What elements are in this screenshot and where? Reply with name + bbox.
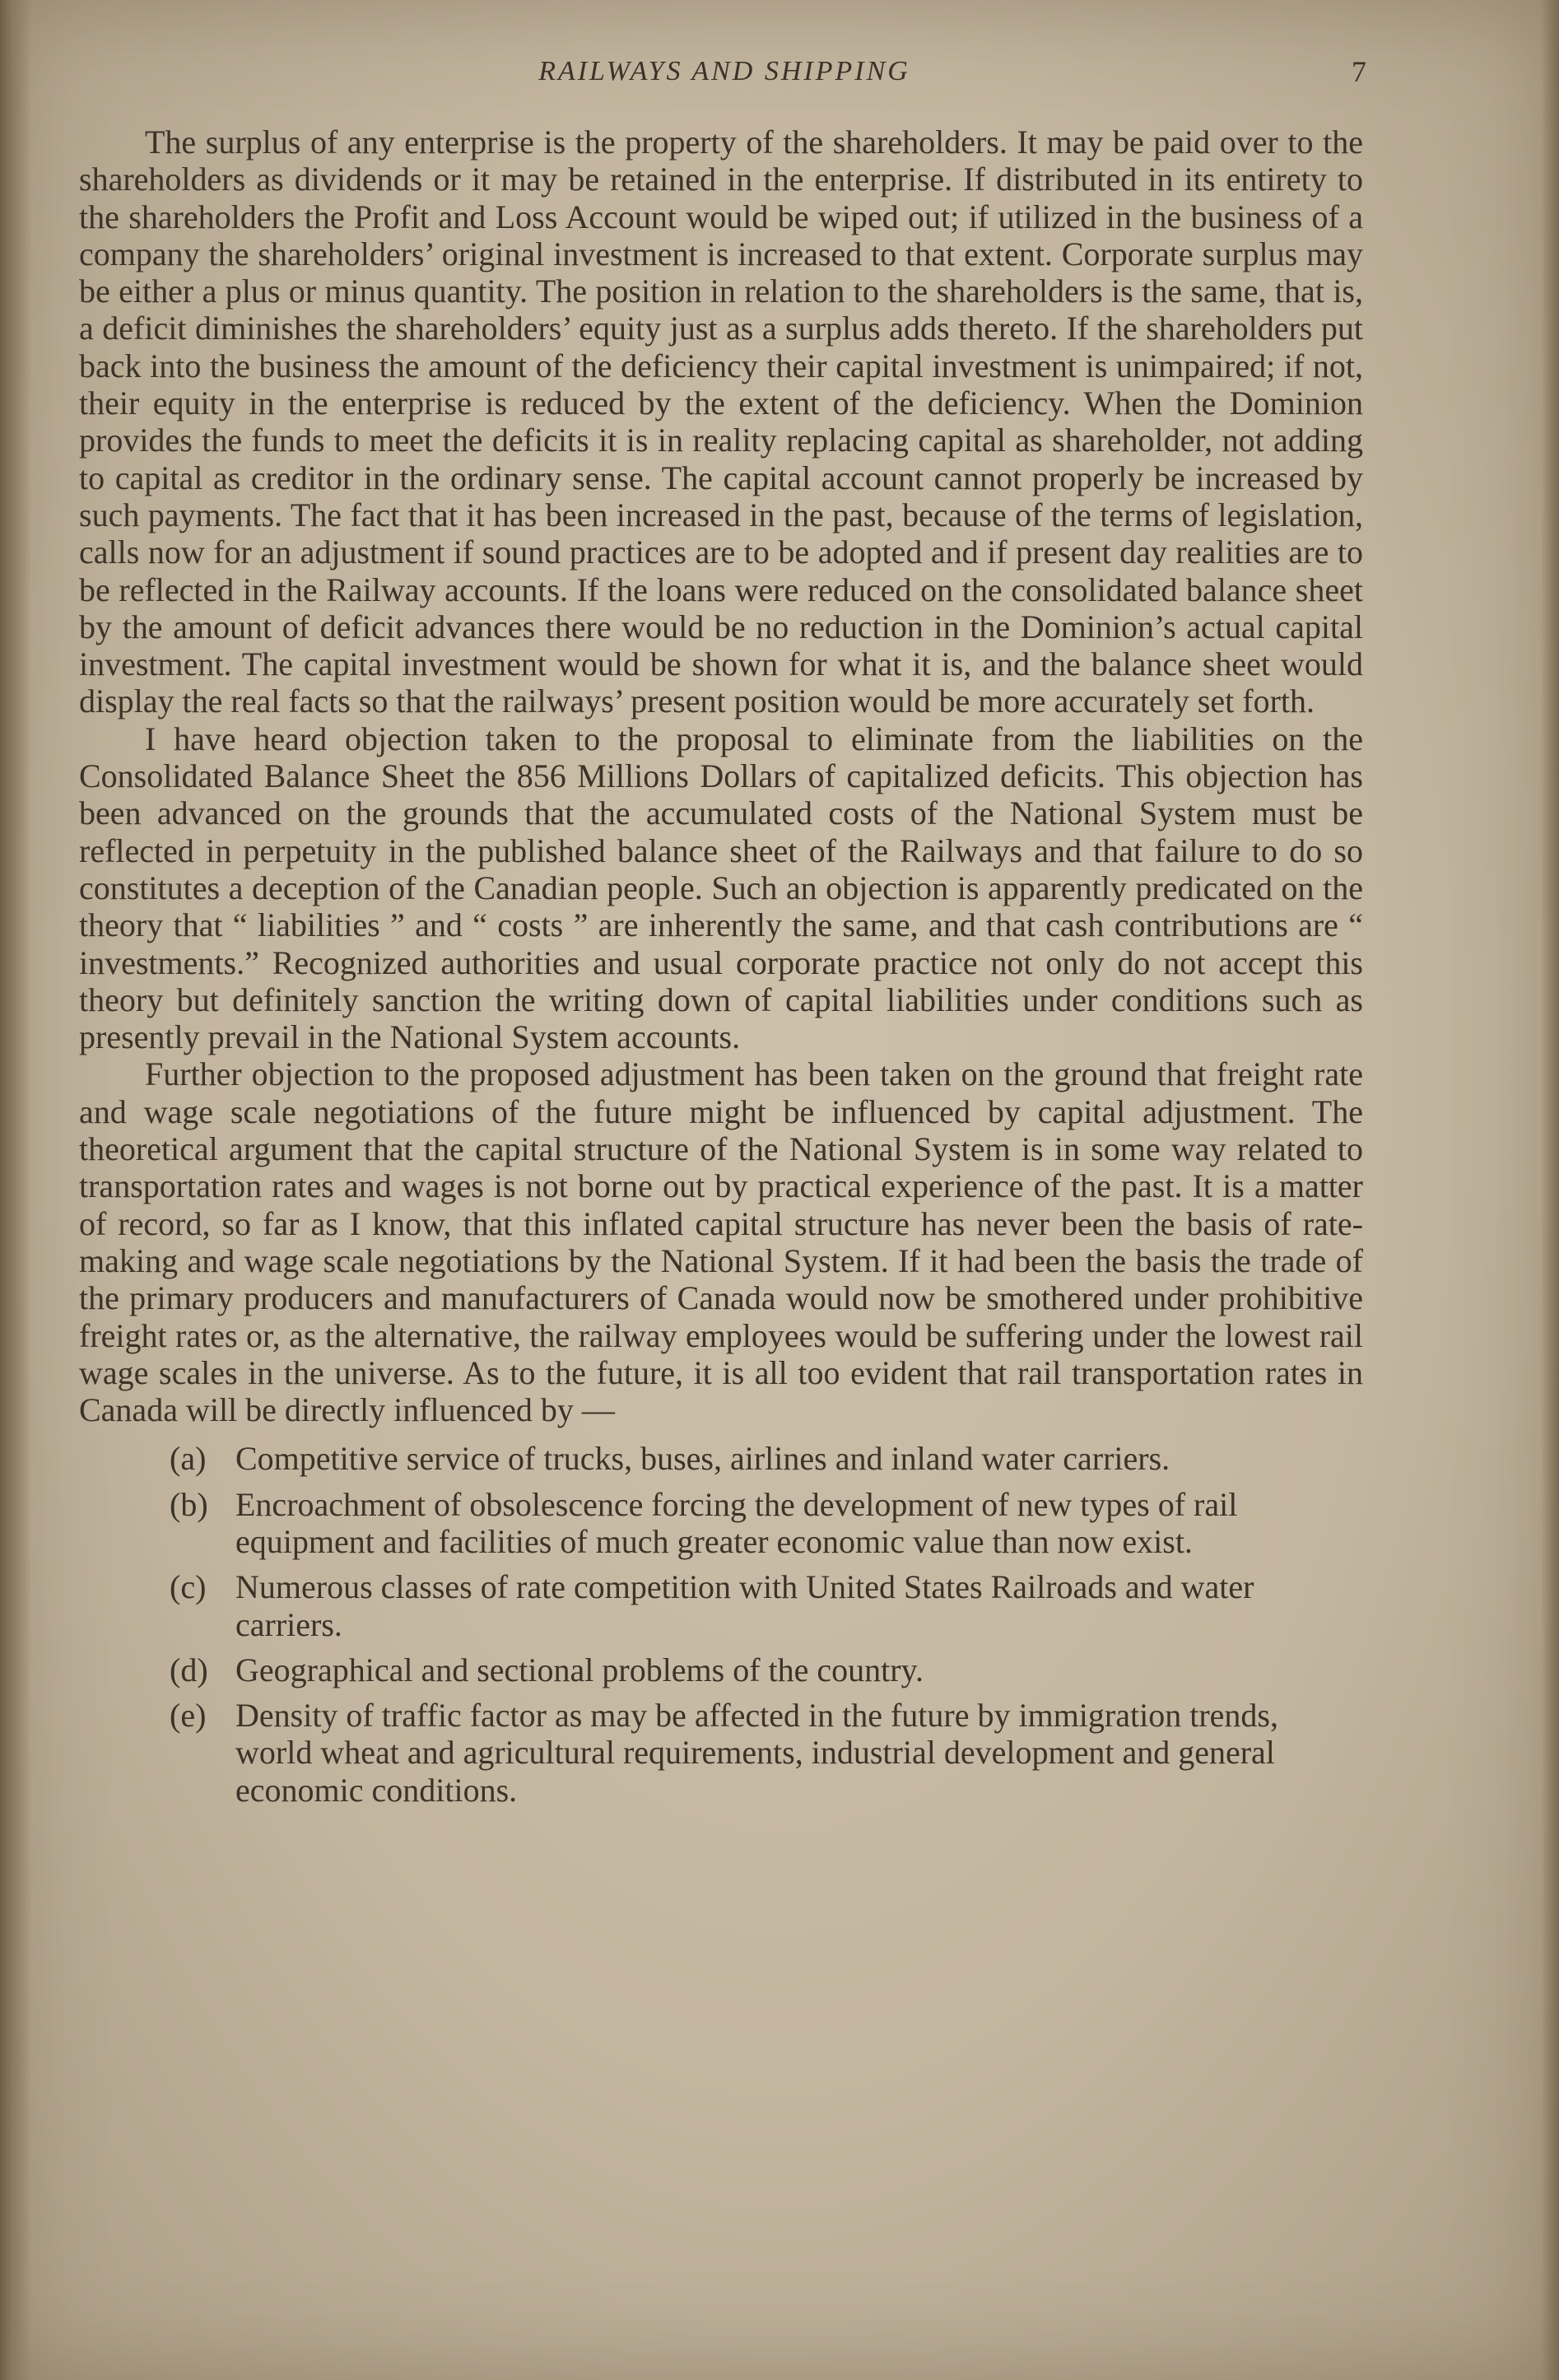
page-left-edge [0, 0, 31, 2380]
list-item-text: Numerous classes of rate competition with United States Railroads and water carriers. [235, 1568, 1254, 1643]
paragraph: I have heard objection taken to the proposal to eliminate from the liabilities on the Consolidated Balance Sheet the 856 Millions Dollars of capitalized deficits. This objection has been advanced on the grounds that the accumulated costs of the National System must be reflected in perpetuity in the published balance sheet of the Railways and that failure to do so constitutes a deception of the Canadian people. Such an objection is apparently predicated on the theory that “ liabilities ” and “ costs ” are inherently the same, and that cash contributions are “ investments.” Recognized authorities and usual corporate practice not only do not accept this theory but definitely sanction the writing down of capital liabilities under conditions such as presently prevail in the National System accounts. [79, 720, 1363, 1056]
list-marker: (a) [170, 1440, 207, 1478]
list-marker: (e) [170, 1697, 207, 1735]
list-item-text: Competitive service of trucks, buses, airlines and inland water carriers. [235, 1440, 1170, 1478]
list-item [79, 1440, 1363, 1477]
body-text [79, 123, 1363, 1817]
list-item [79, 1697, 1363, 1809]
list-marker: (b) [170, 1485, 208, 1523]
factor-list [79, 1440, 1363, 1809]
list-item [79, 1568, 1363, 1643]
list-marker: (c) [170, 1568, 207, 1606]
list-item-text: Encroachment of obsolescence forcing the development of new types of rail equipment and facilities of much greater economic value than now exist. [235, 1485, 1238, 1560]
list-item [79, 1486, 1363, 1561]
list-marker: (d) [170, 1651, 208, 1688]
running-title: RAILWAYS AND SHIPPING [538, 56, 910, 86]
list-item-text: Density of traffic factor as may be affected in the future by immigration trends, world wheat and agricultural requirements, industrial development and general economic conditions. [235, 1697, 1278, 1809]
paragraph: Further objection to the proposed adjustment has been taken on the ground that freight rate and wage scale negotiations of the future might be influenced by capital adjustment. The theoretical argument that the capital structure of the National System is in some way related to transportation rates and wages is not borne out by practical experience of the past. It is a matter of record, so far as I know, that this inflated capital structure has never been the basis of rate-making and wage scale negotiations by the National System. If it had been the basis the trade of the primary producers and manufacturers of Canada would now be smothered under prohibitive freight rates or, as the alternative, the railway employees would be suffering under the lowest rail wage scales in the universe. As to the future, it is all too evident that rail transportation rates in Canada will be directly influenced by — [79, 1055, 1363, 1429]
page-number: 7 [1352, 55, 1366, 88]
list-item-text: Geographical and sectional problems of the country. [235, 1651, 924, 1688]
page-header [82, 56, 1366, 97]
page-right-edge [1541, 0, 1559, 2380]
list-item [79, 1651, 1363, 1688]
paragraph: The surplus of any enterprise is the property of the shareholders. It may be paid over to the shareholders as dividends or it may be retained in the enterprise. If distributed in its entirety to the shareholders the Profit and Loss Account would be wiped out; if utilized in the business of a company the shareholders’ original investment is increased to that extent. Corporate surplus may be either a plus or minus quantity. The position in relation to the shareholders is the same, that is, a deficit diminishes the shareholders’ equity just as a surplus adds thereto. If the shareholders put back into the business the amount of the deficiency their capital investment is unimpaired; if not, their equity in the enterprise is reduced by the extent of the deficiency. When the Dominion provides the funds to meet the deficits it is in reality replacing capital as shareholder, not adding to capital as creditor in the ordinary sense. The capital account cannot properly be increased by such payments. The fact that it has been increased in the past, because of the terms of legislation, calls now for an adjustment if sound practices are to be adopted and if present day realities are to be reflected in the Railway accounts. If the loans were reduced on the consolidated balance sheet by the amount of deficit advances there would be no reduction in the Dominion’s actual capital investment. The capital investment would be shown for what it is, and the balance sheet would display the real facts so that the railways’ present position would be more accurately set forth. [79, 123, 1363, 720]
